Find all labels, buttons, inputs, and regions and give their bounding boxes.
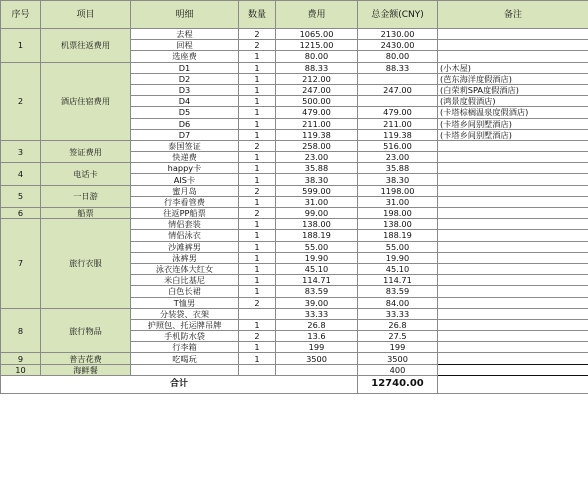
cell-note[interactable] bbox=[438, 297, 588, 308]
cell-detail[interactable]: 沙滩裤男 bbox=[131, 241, 239, 252]
cell-qty[interactable]: 2 bbox=[239, 140, 276, 151]
cell-qty[interactable]: 1 bbox=[239, 118, 276, 129]
header-total[interactable]: 总金额(CNY) bbox=[358, 1, 438, 29]
cell-no[interactable]: 3 bbox=[1, 140, 41, 162]
cell-item[interactable]: 机票往返费用 bbox=[41, 29, 131, 63]
cell-detail[interactable]: 手机防水袋 bbox=[131, 331, 239, 342]
cell-note[interactable] bbox=[438, 263, 588, 274]
cell-cost[interactable]: 138.00 bbox=[276, 219, 358, 230]
cell-cost[interactable]: 23.00 bbox=[276, 152, 358, 163]
cell-note[interactable]: (卡塔乡间别墅酒店) bbox=[438, 129, 588, 140]
cell-total[interactable]: 199 bbox=[358, 342, 438, 353]
cell-detail[interactable]: 白色长裙 bbox=[131, 286, 239, 297]
cell-note[interactable] bbox=[438, 163, 588, 174]
cell-detail[interactable]: 回程 bbox=[131, 40, 239, 51]
total-note[interactable] bbox=[438, 375, 588, 393]
cell-cost[interactable]: 33.33 bbox=[276, 308, 358, 319]
cell-qty[interactable]: 1 bbox=[239, 163, 276, 174]
cell-detail[interactable]: 选座费 bbox=[131, 51, 239, 62]
cell-detail[interactable]: 快递费 bbox=[131, 152, 239, 163]
cell-cost[interactable]: 39.00 bbox=[276, 297, 358, 308]
cell-cost[interactable]: 19.90 bbox=[276, 252, 358, 263]
cell-qty[interactable]: 1 bbox=[239, 152, 276, 163]
cell-qty[interactable]: 1 bbox=[239, 319, 276, 330]
cell-qty[interactable]: 1 bbox=[239, 219, 276, 230]
cell-total[interactable]: 23.00 bbox=[358, 152, 438, 163]
cell-cost[interactable]: 211.00 bbox=[276, 118, 358, 129]
cell-qty[interactable]: 1 bbox=[239, 96, 276, 107]
cell-total[interactable]: 188.19 bbox=[358, 230, 438, 241]
cell-cost[interactable] bbox=[276, 364, 358, 375]
cell-note[interactable] bbox=[438, 364, 588, 375]
cell-total[interactable]: 33.33 bbox=[358, 308, 438, 319]
cell-qty[interactable]: 1 bbox=[239, 275, 276, 286]
cell-qty[interactable]: 1 bbox=[239, 263, 276, 274]
cell-item[interactable]: 一日游 bbox=[41, 185, 131, 207]
cell-note[interactable] bbox=[438, 140, 588, 151]
cell-qty[interactable]: 1 bbox=[239, 51, 276, 62]
cell-detail[interactable]: T恤男 bbox=[131, 297, 239, 308]
cell-no[interactable]: 10 bbox=[1, 364, 41, 375]
cell-qty[interactable]: 1 bbox=[239, 286, 276, 297]
cell-note[interactable] bbox=[438, 308, 588, 319]
cell-item[interactable]: 电话卡 bbox=[41, 163, 131, 185]
cell-total[interactable]: 2430.00 bbox=[358, 40, 438, 51]
cell-qty[interactable]: 2 bbox=[239, 208, 276, 219]
cell-cost[interactable]: 119.38 bbox=[276, 129, 358, 140]
cell-total[interactable]: 138.00 bbox=[358, 219, 438, 230]
cell-cost[interactable]: 31.00 bbox=[276, 196, 358, 207]
cell-total[interactable]: 1198.00 bbox=[358, 185, 438, 196]
cell-detail[interactable]: 护照包、托运牌吊牌 bbox=[131, 319, 239, 330]
cell-total[interactable]: 516.00 bbox=[358, 140, 438, 151]
cell-no[interactable]: 8 bbox=[1, 308, 41, 353]
cell-item[interactable]: 签证费用 bbox=[41, 140, 131, 162]
cell-cost[interactable]: 500.00 bbox=[276, 96, 358, 107]
cell-item[interactable]: 旅行物品 bbox=[41, 308, 131, 353]
cell-detail[interactable]: 泰国签证 bbox=[131, 140, 239, 151]
cell-qty[interactable] bbox=[239, 308, 276, 319]
cell-detail[interactable]: D3 bbox=[131, 84, 239, 95]
cell-qty[interactable] bbox=[239, 364, 276, 375]
cell-note[interactable] bbox=[438, 342, 588, 353]
cell-item[interactable]: 海鲜餐 bbox=[41, 364, 131, 375]
cell-qty[interactable]: 1 bbox=[239, 241, 276, 252]
cell-cost[interactable]: 38.30 bbox=[276, 174, 358, 185]
cell-total[interactable]: 3500 bbox=[358, 353, 438, 364]
cell-detail[interactable]: D4 bbox=[131, 96, 239, 107]
cell-cost[interactable]: 258.00 bbox=[276, 140, 358, 151]
cell-note[interactable]: (卡塔棕榈温泉度假酒店) bbox=[438, 107, 588, 118]
cell-detail[interactable]: AIS卡 bbox=[131, 174, 239, 185]
cell-qty[interactable]: 2 bbox=[239, 331, 276, 342]
cell-total[interactable]: 247.00 bbox=[358, 84, 438, 95]
cell-total[interactable]: 211.00 bbox=[358, 118, 438, 129]
cell-qty[interactable]: 1 bbox=[239, 174, 276, 185]
cell-cost[interactable]: 599.00 bbox=[276, 185, 358, 196]
table-row bbox=[1, 219, 588, 230]
cell-detail[interactable]: happy卡 bbox=[131, 163, 239, 174]
cell-qty[interactable]: 1 bbox=[239, 230, 276, 241]
cell-note[interactable]: (卡塔乡间别墅酒店) bbox=[438, 118, 588, 129]
cell-total[interactable]: 27.5 bbox=[358, 331, 438, 342]
cell-item[interactable]: 普吉花费 bbox=[41, 353, 131, 364]
cell-note[interactable] bbox=[438, 196, 588, 207]
header-qty[interactable]: 数量 bbox=[239, 1, 276, 29]
cell-total[interactable]: 83.59 bbox=[358, 286, 438, 297]
cell-cost[interactable]: 247.00 bbox=[276, 84, 358, 95]
cell-cost[interactable]: 1065.00 bbox=[276, 29, 358, 40]
cell-qty[interactable]: 2 bbox=[239, 185, 276, 196]
cell-qty[interactable]: 1 bbox=[239, 129, 276, 140]
cell-cost[interactable]: 199 bbox=[276, 342, 358, 353]
cell-no[interactable]: 5 bbox=[1, 185, 41, 207]
cell-cost[interactable]: 114.71 bbox=[276, 275, 358, 286]
cell-total[interactable]: 84.00 bbox=[358, 297, 438, 308]
cell-note[interactable] bbox=[438, 241, 588, 252]
cell-cost[interactable]: 1215.00 bbox=[276, 40, 358, 51]
cell-total[interactable]: 80.00 bbox=[358, 51, 438, 62]
table-row bbox=[1, 140, 588, 151]
cell-cost[interactable]: 88.33 bbox=[276, 62, 358, 73]
table-row bbox=[1, 163, 588, 174]
cell-cost[interactable]: 80.00 bbox=[276, 51, 358, 62]
cell-detail[interactable]: D6 bbox=[131, 118, 239, 129]
cell-note[interactable] bbox=[438, 331, 588, 342]
cell-total[interactable]: 2130.00 bbox=[358, 29, 438, 40]
cell-note[interactable]: (芭东海洋度假酒店) bbox=[438, 73, 588, 84]
cell-no[interactable]: 6 bbox=[1, 208, 41, 219]
cell-note[interactable] bbox=[438, 185, 588, 196]
cell-cost[interactable]: 13.6 bbox=[276, 331, 358, 342]
cell-item[interactable]: 船票 bbox=[41, 208, 131, 219]
cell-detail[interactable]: 泳衣连体大红女 bbox=[131, 263, 239, 274]
table-row bbox=[1, 208, 588, 219]
cell-note[interactable] bbox=[438, 208, 588, 219]
cell-qty[interactable]: 2 bbox=[239, 29, 276, 40]
cell-note[interactable] bbox=[438, 286, 588, 297]
header-cost[interactable]: 费用 bbox=[276, 1, 358, 29]
cell-note[interactable] bbox=[438, 51, 588, 62]
cell-qty[interactable]: 1 bbox=[239, 62, 276, 73]
grand-total[interactable]: 12740.00 bbox=[358, 375, 438, 393]
cell-detail[interactable]: 米白比基尼 bbox=[131, 275, 239, 286]
cell-detail[interactable]: 往返PP船票 bbox=[131, 208, 239, 219]
cell-detail[interactable]: 泳裤男 bbox=[131, 252, 239, 263]
cell-detail[interactable]: 行李箱 bbox=[131, 342, 239, 353]
cell-detail[interactable]: D5 bbox=[131, 107, 239, 118]
cell-qty[interactable]: 1 bbox=[239, 196, 276, 207]
cell-total[interactable]: 35.88 bbox=[358, 163, 438, 174]
header-detail[interactable]: 明细 bbox=[131, 1, 239, 29]
cell-item[interactable]: 旅行衣服 bbox=[41, 219, 131, 309]
cell-qty[interactable]: 2 bbox=[239, 297, 276, 308]
cell-detail[interactable]: D7 bbox=[131, 129, 239, 140]
table-row bbox=[1, 364, 588, 375]
cell-note[interactable] bbox=[438, 275, 588, 286]
total-label[interactable]: 合计 bbox=[1, 375, 358, 393]
cell-cost[interactable]: 479.00 bbox=[276, 107, 358, 118]
cell-note[interactable]: (小木屋) bbox=[438, 62, 588, 73]
cell-detail[interactable] bbox=[131, 364, 239, 375]
table-row bbox=[1, 353, 588, 364]
cell-qty[interactable]: 2 bbox=[239, 40, 276, 51]
cell-qty[interactable]: 1 bbox=[239, 342, 276, 353]
cell-total[interactable] bbox=[358, 73, 438, 84]
header-item[interactable]: 项目 bbox=[41, 1, 131, 29]
cell-note[interactable] bbox=[438, 174, 588, 185]
cell-note[interactable] bbox=[438, 252, 588, 263]
cell-total[interactable] bbox=[358, 96, 438, 107]
cell-qty[interactable]: 1 bbox=[239, 84, 276, 95]
cell-total[interactable]: 31.00 bbox=[358, 196, 438, 207]
header-note[interactable]: 备注 bbox=[438, 1, 588, 29]
table-row bbox=[1, 308, 588, 319]
total-row bbox=[1, 375, 588, 393]
cell-note[interactable]: (白荣莉SPA度假酒店) bbox=[438, 84, 588, 95]
cell-note[interactable] bbox=[438, 40, 588, 51]
cell-no[interactable]: 9 bbox=[1, 353, 41, 364]
cell-total[interactable]: 198.00 bbox=[358, 208, 438, 219]
cell-no[interactable]: 7 bbox=[1, 219, 41, 309]
table-row bbox=[1, 185, 588, 196]
header-row bbox=[1, 1, 588, 29]
cell-total[interactable]: 88.33 bbox=[358, 62, 438, 73]
cell-detail[interactable]: 情侣泳衣 bbox=[131, 230, 239, 241]
cell-cost[interactable]: 26.8 bbox=[276, 319, 358, 330]
cell-detail[interactable]: D1 bbox=[131, 62, 239, 73]
cell-cost[interactable]: 35.88 bbox=[276, 163, 358, 174]
table-row bbox=[1, 29, 588, 40]
cell-detail[interactable]: D2 bbox=[131, 73, 239, 84]
header-no[interactable]: 序号 bbox=[1, 1, 41, 29]
cell-item[interactable]: 酒店住宿费用 bbox=[41, 62, 131, 140]
cell-detail[interactable]: 分装袋、衣架 bbox=[131, 308, 239, 319]
cell-qty[interactable]: 1 bbox=[239, 252, 276, 263]
cell-total[interactable]: 45.10 bbox=[358, 263, 438, 274]
cell-detail[interactable]: 情侣套装 bbox=[131, 219, 239, 230]
cell-total[interactable]: 400 bbox=[358, 364, 438, 375]
cell-no[interactable]: 1 bbox=[1, 29, 41, 63]
cell-note[interactable] bbox=[438, 230, 588, 241]
cell-qty[interactable]: 1 bbox=[239, 353, 276, 364]
cell-total[interactable]: 26.8 bbox=[358, 319, 438, 330]
cell-cost[interactable]: 99.00 bbox=[276, 208, 358, 219]
cell-total[interactable]: 55.00 bbox=[358, 241, 438, 252]
cell-note[interactable]: (鸿景度假酒店) bbox=[438, 96, 588, 107]
cell-cost[interactable]: 188.19 bbox=[276, 230, 358, 241]
cell-cost[interactable]: 55.00 bbox=[276, 241, 358, 252]
cell-note[interactable] bbox=[438, 29, 588, 40]
cell-total[interactable]: 19.90 bbox=[358, 252, 438, 263]
cell-note[interactable] bbox=[438, 219, 588, 230]
cell-detail[interactable]: 蜜月岛 bbox=[131, 185, 239, 196]
cell-cost[interactable]: 83.59 bbox=[276, 286, 358, 297]
cell-qty[interactable]: 1 bbox=[239, 73, 276, 84]
cell-no[interactable]: 4 bbox=[1, 163, 41, 185]
cell-cost[interactable]: 3500 bbox=[276, 353, 358, 364]
cell-detail[interactable]: 吃喝玩 bbox=[131, 353, 239, 364]
cell-cost[interactable]: 212.00 bbox=[276, 73, 358, 84]
cell-total[interactable]: 479.00 bbox=[358, 107, 438, 118]
table-row bbox=[1, 62, 588, 73]
cell-total[interactable]: 119.38 bbox=[358, 129, 438, 140]
cell-qty[interactable]: 1 bbox=[239, 107, 276, 118]
cell-no[interactable]: 2 bbox=[1, 62, 41, 140]
cell-note[interactable] bbox=[438, 353, 588, 364]
cell-detail[interactable]: 行李看管费 bbox=[131, 196, 239, 207]
cell-note[interactable] bbox=[438, 152, 588, 163]
cell-note[interactable] bbox=[438, 319, 588, 330]
cell-detail[interactable]: 去程 bbox=[131, 29, 239, 40]
cell-cost[interactable]: 45.10 bbox=[276, 263, 358, 274]
cell-total[interactable]: 114.71 bbox=[358, 275, 438, 286]
cell-total[interactable]: 38.30 bbox=[358, 174, 438, 185]
